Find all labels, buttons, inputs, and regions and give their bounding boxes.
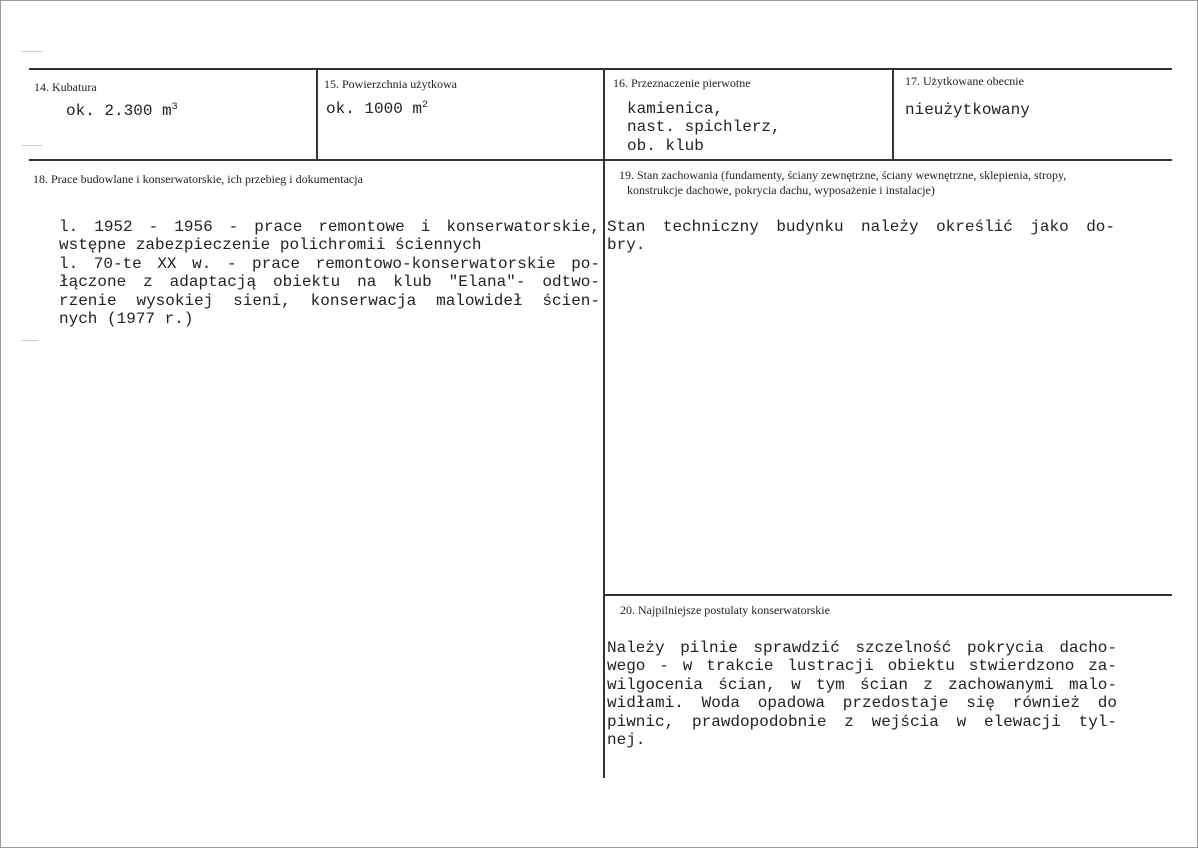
stan-label-line: 19. Stan zachowania (fundamenty, ściany zewnętrzne, ściany wewnętrzne, sklepienia, stropy, [619,168,1067,182]
prace-line: rzenie wysokiej sieni, konserwacja malowideł ścien- [59,291,600,310]
kubatura-value [66,102,178,120]
stan-label-line: konstrukcje dachowe, pokrycia dachu, wyposażenie i instalacje) [627,183,935,197]
postulaty-line: piwnic, prawdopodobnie z wejścia w elewacji tyl- [607,712,1117,731]
postulaty-line: wego - w trakcie lustracji obiektu stwierdzono za- [607,657,1117,676]
powierzchnia-text: ok. 1000 m [326,100,423,118]
prace-text [59,218,600,328]
stan-text [607,218,1115,255]
kubatura-exponent: 3 [171,102,178,113]
prace-line: l. 70-te XX w. - prace remontowo-konserwatorskie po- [59,254,600,273]
przeznaczenie-value [627,100,781,155]
uzytkowane-label: 17. Użytkowane obecnie [905,74,1024,88]
row-divider-postulaty [604,594,1172,596]
postulaty-line: nej. [607,730,646,749]
row-divider-mid [29,159,1172,161]
prace-line: l. 1952 - 1956 - prace remontowe i konserwatorskie, [59,218,600,236]
przeznaczenie-label: 16. Przeznaczenie pierwotne [613,76,751,90]
col-divider-1 [316,68,318,160]
przeznaczenie-line: nast. spichlerz, [627,118,781,137]
powierzchnia-label: 15. Powierzchnia użytkowa [324,77,457,91]
postulaty-line: wilgocenia ścian, w tym ścian z zachowanymi malo- [607,675,1117,694]
col-divider-3 [892,68,894,160]
przeznaczenie-line: kamienica, [627,100,724,118]
postulaty-text [607,639,1117,749]
powierzchnia-value [326,100,428,118]
powierzchnia-exponent: 2 [422,100,429,111]
uzytkowane-value: nieużytkowany [905,101,1030,119]
margin-tick [22,340,38,341]
margin-tick [22,145,42,146]
przeznaczenie-line: ob. klub [627,136,704,155]
prace-line: wstępne zabezpieczenie polichromii ściennych [59,236,482,255]
row-divider-top [29,68,1172,70]
postulaty-label: 20. Najpilniejsze postulaty konserwatorskie [620,603,830,617]
margin-tick [22,51,42,52]
stan-label [619,168,1066,198]
stan-line: Stan techniczny budynku należy określić jako do- [607,218,1115,236]
postulaty-line: Należy pilnie sprawdzić szczelność pokrycia dacho- [607,639,1117,657]
stan-line: bry. [607,236,646,255]
kubatura-label: 14. Kubatura [34,80,97,94]
prace-line: łączone z adaptacją obiektu na klub "Elana"- odtwo- [59,273,600,292]
prace-line: nych (1977 r.) [59,309,194,328]
col-divider-2 [603,68,605,778]
prace-label: 18. Prace budowlane i konserwatorskie, ich przebieg i dokumentacja [33,172,363,186]
kubatura-text: ok. 2.300 m [66,102,172,120]
postulaty-line: widłami. Woda opadowa przedostaje się również do [607,694,1117,713]
